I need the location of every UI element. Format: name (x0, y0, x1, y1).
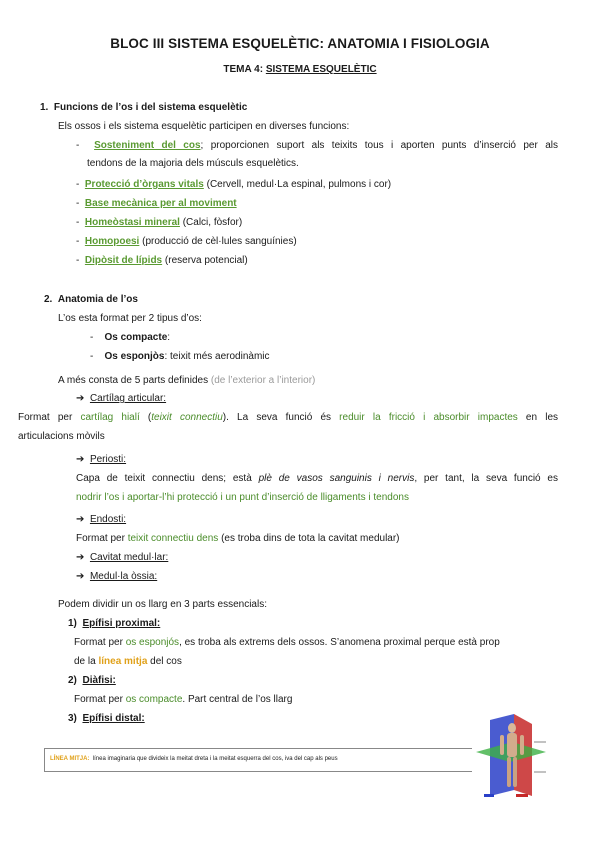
function-item-3: - Base mecànica per al moviment (76, 198, 237, 209)
function-item-1-cont: tendons de la majoria dels músculs esquelètics. (87, 158, 299, 169)
footnote-box (44, 748, 476, 772)
document-subtitle: TEMA 4: SISTEMA ESQUELÈTIC (223, 64, 377, 75)
part-cavitat-heading: ➔ Cavitat medul·lar: (76, 552, 169, 563)
diafisi-text: Format per os compacte. Part central de l’os llarg (74, 694, 293, 705)
part-endosti-text: Format per teixit connectiu dens (es troba dins de tota la cavitat medular) (76, 533, 400, 544)
epifisi-proximal-text-1: Format per os esponjós, es troba als extrems dels ossos. S’anomena proximal perque està prop (74, 637, 500, 648)
function-item-2: - Protecció d’òrgans vitals (Cervell, medul·La espinal, pulmons i cor) (76, 179, 392, 190)
bone-type-1: - Os compacte: (90, 332, 171, 343)
function-item-4: - Homeòstasi mineral (Calci, fòsfor) (76, 217, 243, 228)
part-cartilag-heading: ➔ Cartílag articular: (76, 393, 167, 404)
section-1-intro: Els ossos i els sistema esquelètic participen en diverses funcions: (58, 121, 350, 132)
section-2-intro: L’os esta format per 2 tipus d’os: (58, 313, 202, 324)
anatomical-planes-figure (472, 712, 550, 802)
parts-intro: A més consta de 5 parts definides (de l’exterior a l’interior) (58, 375, 316, 386)
footnote-text: LÍNEA MITJA: línea imaginaria que divideix la meitat dreta i la meitat esquerra del cos, iva del cap als peus (50, 756, 338, 762)
diafisi-heading: 2) Diàfisi: (68, 675, 116, 686)
function-item-6: - Dipòsit de lípids (reserva potencial) (76, 255, 248, 266)
epifisi-proximal-text-2: de la línea mitja del cos (74, 656, 182, 667)
epifisi-proximal-heading: 1) Epífisi proximal: (68, 618, 161, 629)
function-item-1: - Sosteniment del cos; proporcionen suport als teixits tous i aporten punts d’inserció per als (76, 140, 558, 151)
part-periosti-text-1: Capa de teixit connectiu dens; està plè de vasos sanguinis i nervis, per tant, la seva funció es (76, 473, 558, 484)
document-title: BLOC III SISTEMA ESQUELÈTIC: ANATOMIA I FISIOLOGIA (110, 36, 490, 51)
bone-type-2: - Os esponjòs: teixit més aerodinàmic (90, 351, 270, 362)
part-medula-heading: ➔ Medul·la òssia: (76, 571, 158, 582)
epifisi-distal-heading: 3) Epífisi distal: (68, 713, 145, 724)
function-item-5: - Homopoesi (producció de cèl·lules sanguínies) (76, 236, 297, 247)
section-1-heading: 1. Funcions de l’os i del sistema esquelètic (40, 102, 248, 113)
part-cartilag-text-2: articulacions mòvils (18, 431, 105, 442)
part-endosti-heading: ➔ Endosti: (76, 514, 127, 525)
long-bone-intro: Podem dividir un os llarg en 3 parts essencials: (58, 599, 267, 610)
section-2-heading: 2. Anatomia de l’os (44, 294, 138, 305)
part-periosti-heading: ➔ Periosti: (76, 454, 127, 465)
part-cartilag-text-1: Format per cartílag hialí (teixit connectiu). La seva funció és reduir la fricció i absorbir impactes en les (18, 412, 558, 423)
part-periosti-text-2: nodrir l’os i aportar-l’hi protecció i un punt d’inserció de lligaments i tendons (76, 492, 409, 503)
